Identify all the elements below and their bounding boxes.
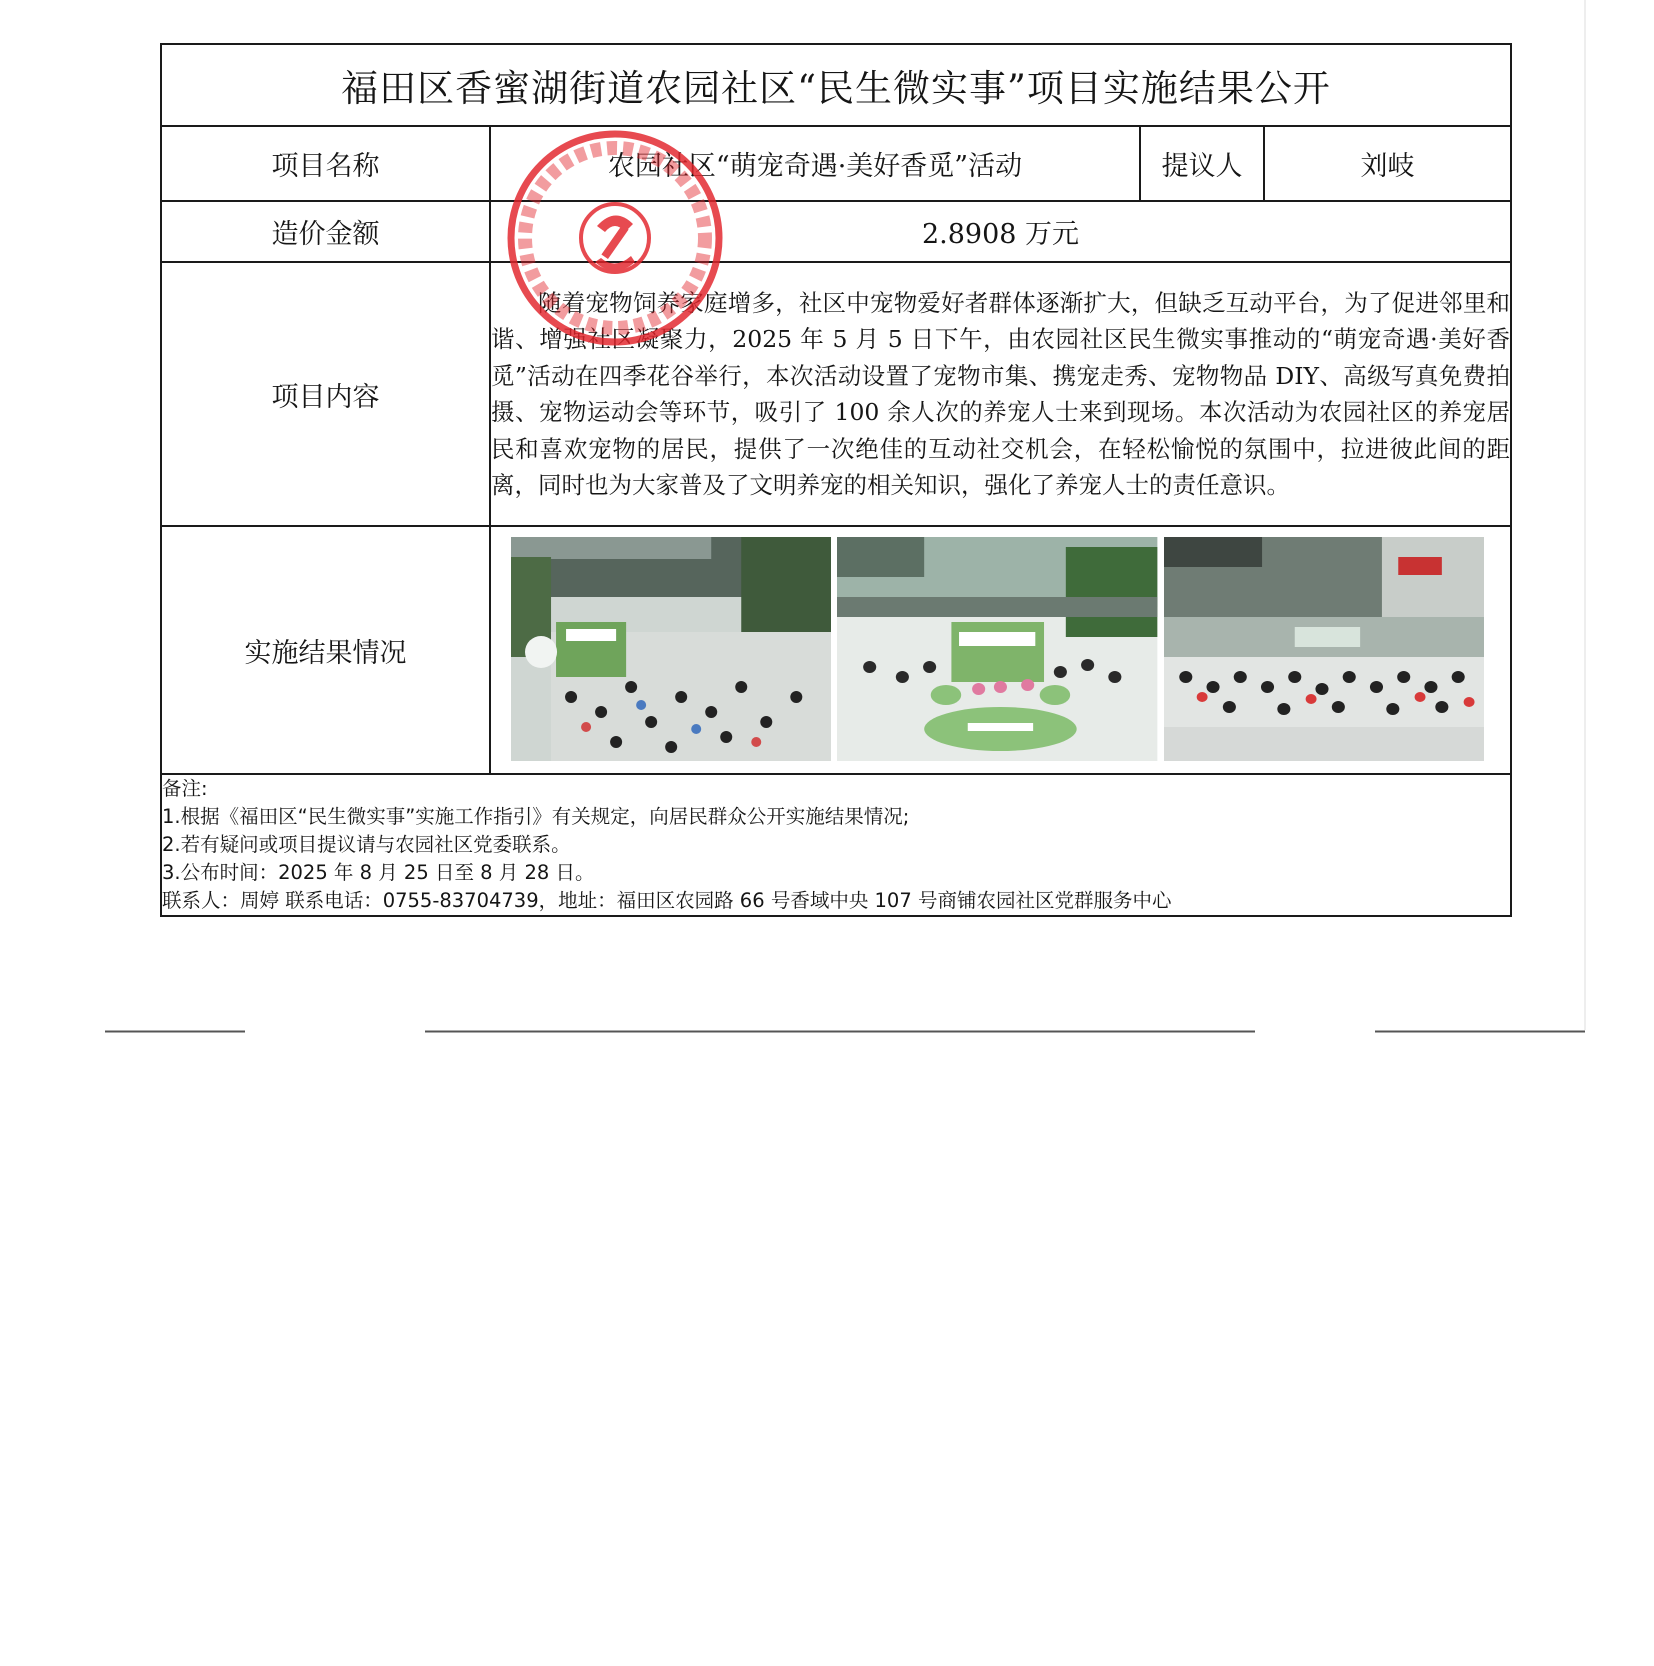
notice-title: 福田区香蜜湖街道农园社区“民生微实事”项目实施结果公开 [161, 44, 1511, 126]
scan-edge [1584, 0, 1586, 1030]
notes-block [161, 774, 1511, 916]
project-name-label: 项目名称 [161, 126, 490, 201]
project-name-value: 农园社区“萌宠奇遇·美好香觅”活动 [490, 126, 1140, 201]
proposer-label: 提议人 [1140, 126, 1264, 201]
contact-line: 联系人：周婷 联系电话：0755-83704739，地址：福田区农园路 66 号香域中央 107 号商铺农园社区党群服务中心 [162, 889, 1172, 912]
result-label: 实施结果情况 [161, 526, 490, 774]
note-line-2: 2.若有疑问或项目提议请与农园社区党委联系。 [162, 833, 571, 856]
scan-fold-line [105, 1030, 1585, 1033]
content-text: 随着宠物饲养家庭增多，社区中宠物爱好者群体逐渐扩大，但缺乏互动平台，为了促进邻里和谐、增强社区凝聚力，2025 年 5 月 5 日下午，由农园社区民生微实事推动的“萌宠奇遇·美好香觅”活动在四季花谷举行，本次活动设置了宠物市集、携宠走秀、宠物物品 DIY、高级写真免费拍摄、宠物运动会等环节，吸引了 100 余人次的养宠人士来到现场。本次活动为农园社区的养宠居民和喜欢宠物的居民，提供了一次绝佳的互动社交机会，在轻松愉悦的氛围中，拉进彼此间的距离，同时也为大家普及了文明养宠的相关知识，强化了养宠人士的责任意识。 [490, 262, 1511, 526]
result-photos-cell [490, 526, 1511, 774]
cost-value: 2.8908 万元 [490, 201, 1511, 262]
cost-label: 造价金额 [161, 201, 490, 262]
proposer-value: 刘岐 [1264, 126, 1511, 201]
notes-heading: 备注: [162, 777, 208, 800]
content-label: 项目内容 [161, 262, 490, 526]
note-line-3: 3.公布时间：2025 年 8 月 25 日至 8 月 28 日。 [162, 861, 595, 884]
event-photo-3 [1164, 537, 1484, 761]
event-photo-1 [511, 537, 831, 761]
note-line-1: 1.根据《福田区“民生微实事”实施工作指引》有关规定，向居民群众公开实施结果情况; [162, 805, 910, 828]
notice-table [160, 43, 1512, 917]
notice-sheet [160, 43, 1510, 917]
result-photos [491, 527, 1510, 773]
event-photo-2 [837, 537, 1157, 761]
